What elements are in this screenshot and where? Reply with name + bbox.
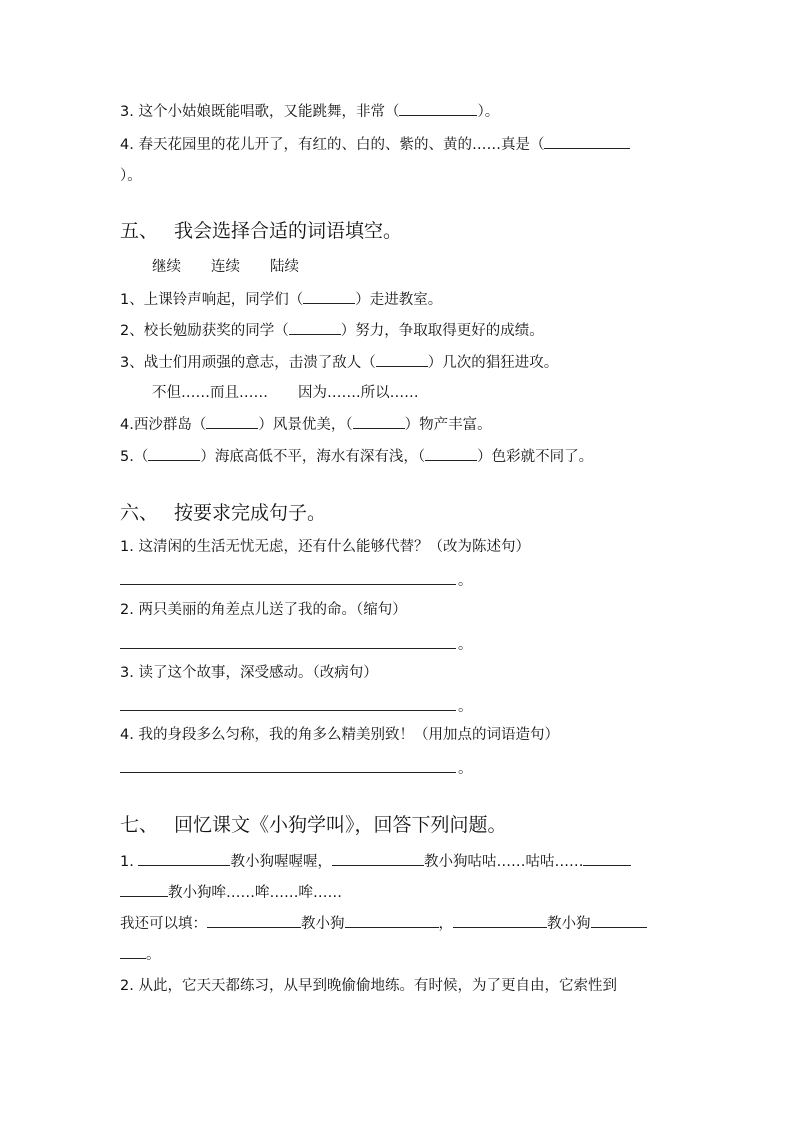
word-bank-1: 继续 连续 陆续 [152, 259, 299, 275]
q6-1: 1. 这清闲的生活无忧无虑，还有什么能够代替？（改为陈述句） [120, 539, 530, 555]
blank[interactable] [583, 851, 631, 866]
blank[interactable] [544, 134, 630, 149]
q4-4-end: ）。 [120, 168, 142, 184]
section6-heading: 六、 按要求完成句子。 [120, 502, 327, 524]
blank[interactable] [345, 913, 439, 928]
q6-2: 2. 两只美丽的角差点儿送了我的命。（缩句） [120, 602, 407, 618]
q6-4: 4. 我的身段多么匀称，我的角多么精美别致！（用加点的词语造句） [120, 727, 559, 743]
blank[interactable] [425, 446, 477, 461]
answer-line[interactable] [120, 772, 456, 773]
q4-3: 3. 这个小姑娘既能唱歌，又能跳舞，非常（ ）。 [120, 101, 499, 122]
blank[interactable] [399, 101, 477, 116]
blank[interactable] [353, 414, 405, 429]
q5-4: 4.西沙群岛（ ）风景优美，（ ）物产丰富。 [120, 414, 492, 435]
q7-fill-cont: 。 [120, 944, 161, 965]
blank[interactable] [207, 913, 301, 928]
q5-2: 2、校长勉励获奖的同学（ ）努力，争取取得更好的成绩。 [120, 320, 544, 341]
q7-1: 1. 教小狗喔喔喔， 教小狗咕咕……咕咕…… [120, 851, 631, 872]
q4-4: 4. 春天花园里的花儿开了，有红的、白的、紫的、黄的……真是（ [120, 134, 630, 155]
q5-3: 3、战士们用顽强的意志，击溃了敌人（ ）几次的猖狂进攻。 [120, 352, 558, 373]
blank[interactable] [120, 944, 146, 959]
blank[interactable] [120, 882, 168, 897]
q7-fill: 我还可以填： 教小狗 ， 教小狗 [120, 913, 647, 934]
blank[interactable] [148, 446, 200, 461]
period: 。 [458, 699, 473, 715]
q6-3: 3. 读了这个故事，深受感动。（改病句） [120, 665, 378, 681]
section7-heading: 七、 回忆课文《小狗学叫》，回答下列问题。 [120, 814, 507, 836]
period: 。 [458, 637, 473, 653]
blank[interactable] [289, 320, 341, 335]
q5-5: 5.（ ）海底高低不平，海水有深有浅，（ ）色彩就不同了。 [120, 446, 593, 467]
answer-line[interactable] [120, 648, 456, 649]
answer-line[interactable] [120, 584, 456, 585]
blank[interactable] [332, 851, 424, 866]
blank[interactable] [376, 352, 428, 367]
blank[interactable] [206, 414, 258, 429]
q5-1: 1、上课铃声响起，同学们（ ）走进教室。 [120, 289, 442, 310]
period: 。 [458, 573, 473, 589]
blank[interactable] [138, 851, 230, 866]
blank[interactable] [453, 913, 547, 928]
period: 。 [458, 761, 473, 777]
word-bank-2: 不但……而且…… 因为…….所以…… [152, 385, 419, 401]
section5-heading: 五、 我会选择合适的词语填空。 [120, 220, 403, 242]
answer-line[interactable] [120, 710, 456, 711]
q7-1-cont: 教小狗哞……哞……哞…… [120, 882, 342, 903]
blank[interactable] [591, 913, 647, 928]
blank[interactable] [303, 289, 355, 304]
q7-2: 2. 从此，它天天都练习，从早到晚偷偷地练。有时候，为了更自由，它索性到 [120, 978, 617, 994]
